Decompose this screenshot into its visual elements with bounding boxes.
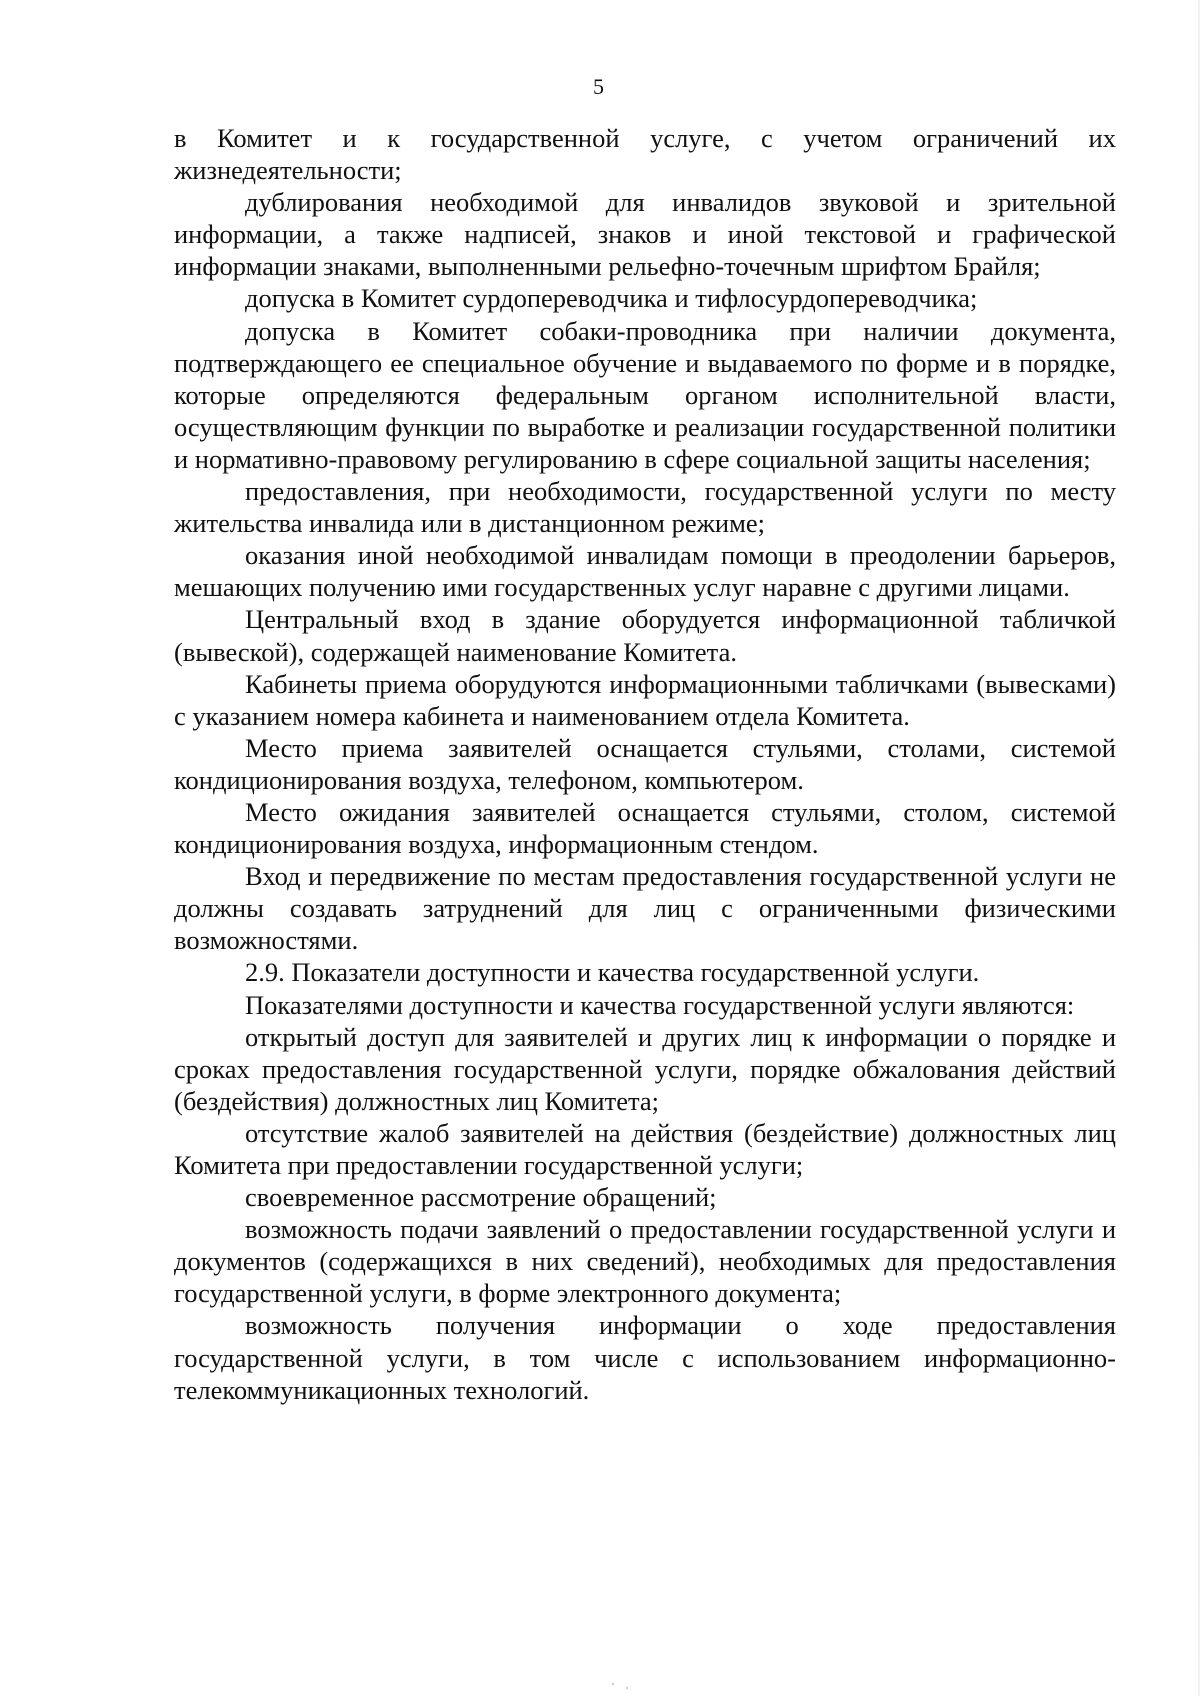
paragraph-office-signs: Кабинеты приема оборудуются информационными табличками (вывесками) с указанием номера кабинета и наименованием отдела Комитета. (174, 668, 1116, 731)
paragraph-no-complaints: отсутствие жалоб заявителей на действия (бездействие) должностных лиц Комитета при предоставлении государственной услуги; (174, 1117, 1116, 1180)
paragraph-indicators-intro: Показателями доступности и качества государственной услуги являются: (245, 989, 1075, 1020)
paragraph-accessibility: Вход и передвижение по местам предоставления государственной услуги не должны создавать затруднений для лиц с ограниченными физическими возможностями. (174, 861, 1116, 956)
page-number: 5 (593, 74, 604, 99)
paragraph-progress-info: возможность получения информации о ходе предоставления государственной услуги, в том числе с использованием информационно-телекоммуникационных технологий. (174, 1310, 1116, 1405)
paragraph-guide-dog: допуска в Комитет собаки-проводника при наличии документа, подтверждающего ее специальное обучение и выдаваемого по форме и в порядке, которые определяются федеральным органом исполнительной власти, осуществляющим функции по выработке и реализации государственной политики и нормативно-правовому регулированию в сфере социальной защиты населения; (174, 315, 1116, 474)
paragraph-duplication-info: дублирования необходимой для инвалидов звуковой и зрительной информации, а также надписей, знаков и иной текстовой и графической информации знаками, выполненными рельефно-точечным шрифтом Брайля; (174, 187, 1116, 282)
paragraph-open-access: открытый доступ для заявителей и других лиц к информации о порядке и сроках предоставления государственной услуги, порядке обжалования действий (бездействия) должностных лиц Комитета; (174, 1021, 1116, 1116)
paragraph-remote-service: предоставления, при необходимости, государственной услуги по месту жительства инвалида или в дистанционном режиме; (174, 476, 1116, 539)
scan-speck (612, 1683, 614, 1685)
scan-speck (626, 1687, 628, 1689)
document-body (174, 122, 1116, 1406)
paragraph-other-help: оказания иной необходимой инвалидам помощи в преодолении барьеров, мешающих получению ими государственных услуг наравне с другими лицами. (174, 540, 1116, 603)
section-heading-2-9: 2.9. Показатели доступности и качества государственной услуги. (245, 957, 980, 988)
paragraph-reception-place: Место приема заявителей оснащается стульями, столами, системой кондиционирования воздуха, телефоном, компьютером. (174, 732, 1116, 795)
paragraph-continuation: в Комитет и к государственной услуге, с учетом ограничений их жизнедеятельности; (174, 123, 1116, 186)
paragraph-timely-review: своевременное рассмотрение обращений; (245, 1182, 717, 1213)
paragraph-waiting-place: Место ожидания заявителей оснащается стульями, столом, системой кондиционирования воздуха, информационным стендом. (174, 796, 1116, 860)
paragraph-electronic-submission: возможность подачи заявлений о предоставлении государственной услуги и документов (содержащихся в них сведений), необходимых для предоставления государственной услуги, в форме электронного документа; (174, 1214, 1116, 1309)
paragraph-sign-language: допуска в Комитет сурдопереводчика и тифлосурдопереводчика; (245, 283, 978, 314)
paragraph-entrance-sign: Центральный вход в здание оборудуется информационной табличкой (вывеской), содержащей наименование Комитета. (174, 604, 1116, 667)
